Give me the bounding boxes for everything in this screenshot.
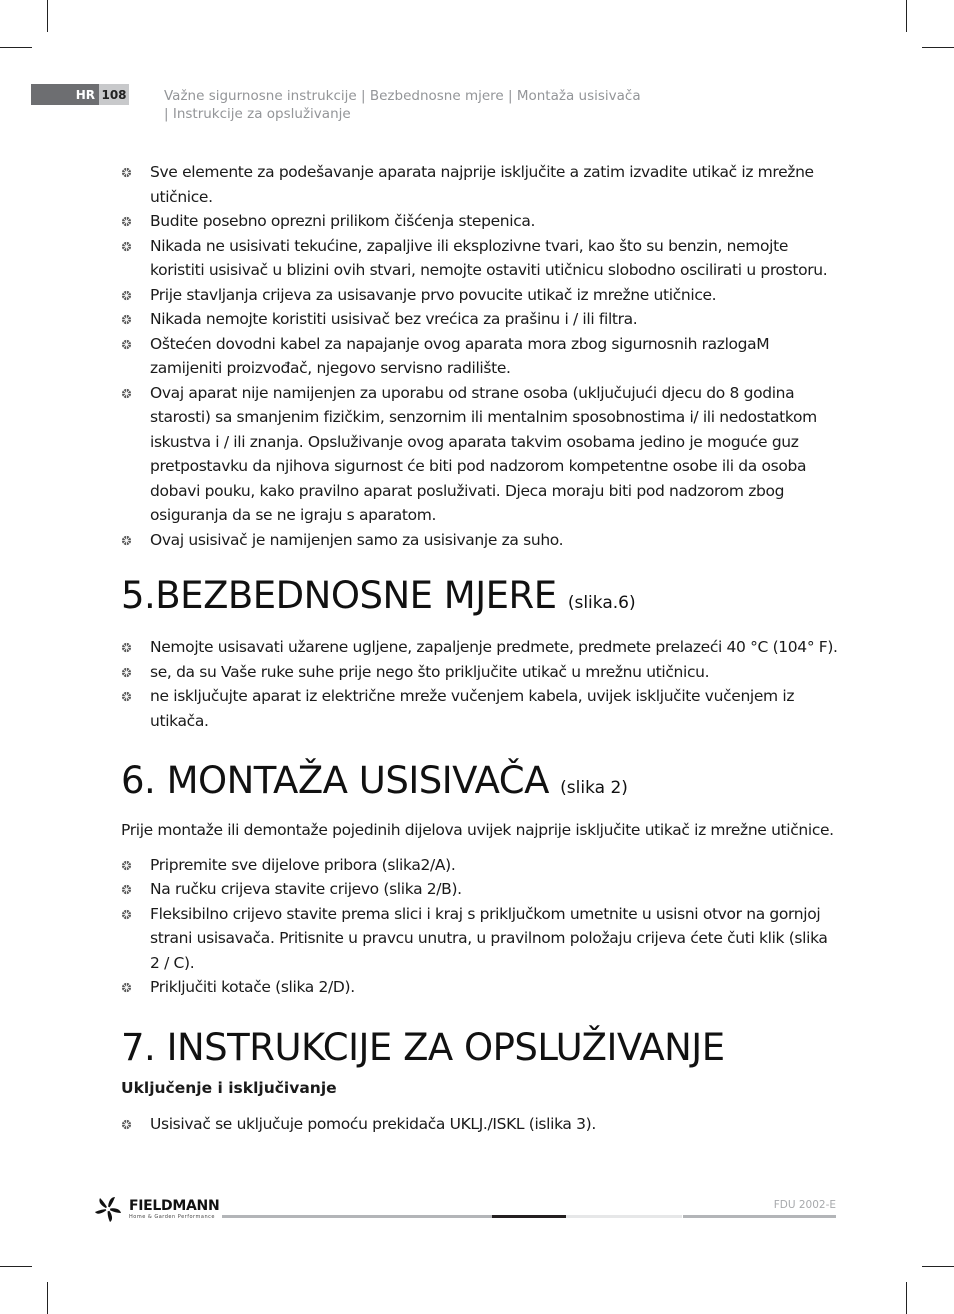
bullet-icon (121, 691, 132, 702)
breadcrumb-line-2: | Instrukcije za opsluživanje (164, 106, 351, 122)
model-code: FDU 2002-E (773, 1199, 836, 1211)
list-item (121, 234, 841, 283)
list-item (121, 1112, 841, 1137)
logo-wordmark (129, 1199, 219, 1220)
section-5-heading (121, 574, 841, 625)
section-5-list (121, 635, 841, 733)
section-5-title: 5.BEZBEDNOSNE MJERE (121, 574, 557, 617)
crop-mark (906, 1282, 907, 1314)
page-content (121, 160, 841, 1137)
section-7-subtitle: Uključenje i isključivanje (121, 1078, 337, 1097)
list-item-text: Ovaj usisivač je namijenjen samo za usisivanje za suho. (150, 530, 564, 549)
brand-name: FIELDMANN (129, 1197, 220, 1214)
list-item-text: Ovaj aparat nije namijenjen za uporabu od strane osoba (uključujući djecu do 8 godina starosti) sa smanjenim fizičkim, senzornim ili mentalnim sposobnostima i/ ili nedostatkom iskustva i / ili znanja. Opsluživanje ovog aparata takvim osobama jedino je moguće guz pretpostavku da njihova sigurnost će biti pod nadzorom kompetentne osobe ili da osoba dobavi pouku, kako pravilno aparat posluživati. Djeca moraju biti pod nadzorom zbog osiguranja da se ne igraju s aparatom. (150, 383, 817, 524)
crop-mark (906, 0, 907, 32)
list-item-text: Fleksibilno crijevo stavite prema slici i kraj s priključkom umetnite u usisni otvor na gornjoj strani usisavača. Pritisnite u pravcu unutra, u pravilnom položaju crijeva ćete čuti klik (slika 2 / C). (150, 904, 828, 972)
bullet-icon (121, 241, 132, 252)
bullet-icon (121, 909, 132, 920)
crop-mark (0, 1266, 32, 1267)
bullet-icon (121, 884, 132, 895)
list-item-text: Priključiti kotače (slika 2/D). (150, 978, 355, 996)
bullet-icon (121, 339, 132, 350)
list-item-text: ne isključujte aparat iz električne mreže vučenjem kabela, uvijek isključite vučenjem iz utikača. (150, 687, 795, 730)
footer-rule-light (566, 1215, 682, 1218)
list-item (121, 381, 841, 528)
list-item-text: Pripremite sve dijelove pribora (slika2/A). (150, 855, 456, 874)
crop-mark (47, 0, 48, 32)
language-code: HR (31, 84, 99, 105)
section-6-title: 6. MONTAŽA USISIVAČA (121, 759, 549, 802)
page-tab (31, 84, 129, 105)
brand-tagline: Home & Garden Performance (129, 1213, 215, 1220)
list-item (121, 660, 841, 685)
section-6-list (121, 853, 841, 1000)
section-6-intro: Prije montaže ili demontaže pojedinih dijelova uvijek najprije isključite utikač iz mrežne utičnice. (121, 821, 834, 839)
brand-logo (93, 1194, 219, 1224)
crop-mark (47, 1282, 48, 1314)
bullet-icon (121, 290, 132, 301)
bullet-icon (121, 388, 132, 399)
bullet-icon (121, 667, 132, 678)
footer-rule-grey (222, 1215, 492, 1218)
list-item (121, 684, 841, 733)
list-item (121, 283, 841, 308)
list-item (121, 902, 841, 976)
list-item (121, 975, 841, 1000)
section-5-figure-ref: (slika.6) (567, 593, 636, 613)
list-item-text: Sve elemente za podešavanje aparata najprije isključite a zatim izvadite utikač iz mrežne utičnice. (150, 163, 814, 206)
bullet-icon (121, 1119, 132, 1130)
crop-mark (922, 47, 954, 48)
section-7-title: 7. INSTRUKCIJE ZA OPSLUŽIVANJE (121, 1025, 725, 1069)
bullet-icon (121, 642, 132, 653)
list-item (121, 635, 841, 660)
crop-mark (0, 47, 32, 48)
bullet-icon (121, 167, 132, 178)
breadcrumb-line-1: Važne sigurnosne instrukcije | Bezbednosne mjere | Montaža usisivača (164, 88, 641, 104)
bullet-icon (121, 982, 132, 993)
running-header (164, 87, 724, 123)
footer-rule-dark (492, 1215, 566, 1218)
fan-logo-icon (93, 1194, 123, 1224)
list-item-text: Nemojte usisavati užarene ugljene, zapaljenje predmete, predmete prelazeći 40 °C (104° F). (150, 638, 838, 656)
section-6-figure-ref: (slika 2) (560, 778, 628, 798)
bullet-icon (121, 216, 132, 227)
list-item-text: Nikada nemojte koristiti usisivač bez vrećica za prašinu i / ili filtra. (150, 310, 638, 328)
list-item (121, 307, 841, 332)
list-item-text: se, da su Vaše ruke suhe prije nego što priključite utikač u mrežnu utičnicu. (150, 662, 710, 681)
bullet-icon (121, 860, 132, 871)
section-7-list (121, 1112, 841, 1137)
list-item (121, 160, 841, 209)
list-item (121, 528, 841, 553)
list-item (121, 332, 841, 381)
list-item-text: Oštećen dovodni kabel za napajanje ovog aparata mora zbog sigurnosnih razlogaM zamijeniti proizvođač, njegovo servisno radilište. (150, 334, 770, 377)
bullet-icon (121, 535, 132, 546)
list-item (121, 877, 841, 902)
list-item-text: Budite posebno oprezni prilikom čišćenja stepenica. (150, 212, 536, 230)
list-item (121, 209, 841, 234)
section-6-heading (121, 759, 841, 810)
bullet-icon (121, 314, 132, 325)
page-number: 108 (99, 84, 129, 105)
list-item (121, 853, 841, 878)
list-item-text: Prije stavljanja crijeva za usisavanje prvo povucite utikač iz mrežne utičnice. (150, 285, 717, 304)
crop-mark (922, 1266, 954, 1267)
safety-list (121, 160, 841, 552)
footer-rule-grey-right (683, 1215, 836, 1218)
list-item-text: Na ručku crijeva stavite crijevo (slika 2/B). (150, 880, 462, 898)
list-item-text: Nikada ne usisivati tekućine, zapaljive ili eksplozivne tvari, kao što su benzin, nemojte koristiti usisivač u blizini ovih stvari, nemojte ostaviti utičnicu slobodno oscilirati u prostoru. (150, 236, 828, 279)
list-item-text: Usisivač se uključuje pomoću prekidača UKLJ./ISKL (islika 3). (150, 1115, 596, 1133)
section-7-heading (121, 1026, 841, 1070)
